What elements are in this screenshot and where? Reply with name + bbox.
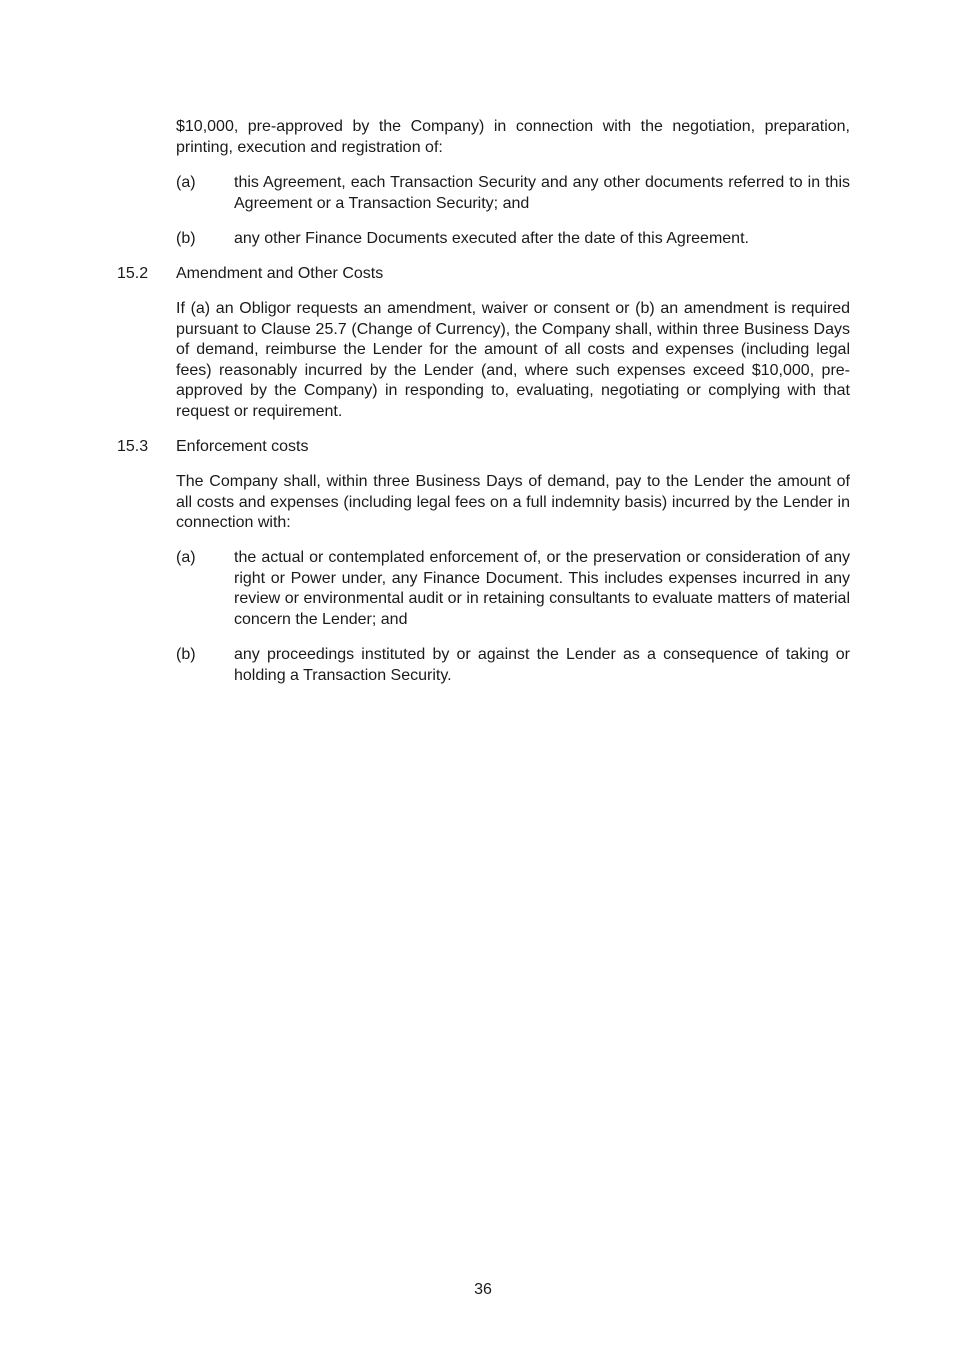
list-item-label: (b): [176, 230, 196, 247]
section-15-3-paragraph: The Company shall, within three Business Days of demand, pay to the Lender the amount of all costs and expenses (including legal fees on a full indemnity basis) incurred by the Lender in connection with:: [176, 473, 850, 531]
section-15-2-paragraph: If (a) an Obligor requests an amendment, waiver or consent or (b) an amendment is required pursuant to Clause 25.7 (Change of Currency), the Company shall, within three Business Days of demand, reimburse the Lender for the amount of all costs and expenses (including legal fees) reasonably incurred by the Lender (and, where such expenses exceed $10,000, pre-approved by the Company) in responding to, evaluating, negotiating or complying with that request or requirement.: [176, 300, 850, 420]
list-item-label: (b): [176, 646, 196, 663]
list-item-text: any other Finance Documents executed after the date of this Agreement.: [234, 230, 749, 247]
list-item-text: any proceedings instituted by or against the Lender as a consequence of taking or holding a Transaction Security.: [234, 646, 850, 684]
section-title: Enforcement costs: [176, 438, 309, 455]
list-item-text: the actual or contemplated enforcement of, or the preservation or consideration of any right or Power under, any Finance Document. This includes expenses incurred in any review or environmental audit or in retaining consultants to evaluate matters of material concern the Lender; and: [234, 549, 850, 628]
page-number: 36: [474, 1281, 492, 1298]
section-number: 15.3: [117, 438, 149, 455]
section-title: Amendment and Other Costs: [176, 265, 384, 282]
list-item-label: (a): [176, 549, 196, 566]
list-item-label: (a): [176, 174, 196, 191]
intro-paragraph: $10,000, pre-approved by the Company) in connection with the negotiation, preparation, printing, execution and registration of:: [176, 118, 850, 156]
list-item-text: this Agreement, each Transaction Security and any other documents referred to in this Agreement or a Transaction Security; and: [234, 174, 850, 212]
section-number: 15.2: [117, 265, 149, 282]
